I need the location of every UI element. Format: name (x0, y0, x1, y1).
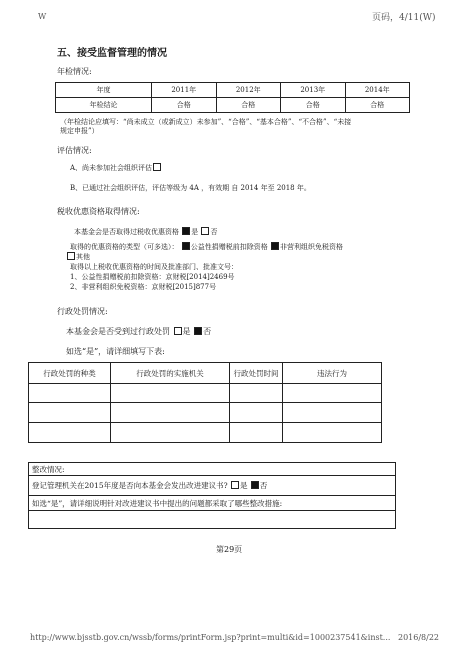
annual-inspection-table (55, 82, 410, 113)
table-cell (29, 384, 111, 403)
evaluation-option-a (70, 163, 162, 173)
tax-type3-line (66, 252, 90, 262)
footer-url: http://www.bjsstb.gov.cn/wssb/forms/printForm.jsp?print=multi&id=1000237541&inst... (30, 633, 391, 642)
checkbox-icon (153, 163, 161, 171)
table-cell: 2013年 (281, 83, 346, 98)
evaluation-option-b: B、已通过社会组织评估，评估等级为 4A ，有效期 自 2014 年至 2018 年。 (70, 184, 311, 192)
table-cell (29, 403, 111, 423)
tax-types-line (70, 242, 343, 252)
table-row (29, 403, 382, 423)
checkbox-icon (67, 252, 75, 260)
footer-date: 2016/8/22 (398, 633, 440, 642)
penalty-fill-hint: 如选“是”，请详细填写下表: (66, 347, 165, 356)
rectification-no-label: 否 (259, 481, 268, 490)
column-header: 行政处罚的种类 (29, 363, 111, 384)
table-row (29, 423, 382, 443)
table-cell: 合格 (152, 98, 217, 113)
table-cell: 2012年 (216, 83, 281, 98)
tax-list-intro: 取得以上税收优惠资格的时间及批准部门、批准文号： (70, 263, 238, 271)
table-cell: 2011年 (152, 83, 217, 98)
table-cell (283, 423, 382, 443)
checked-box-icon (182, 227, 190, 235)
table-cell (230, 384, 283, 403)
rectification-question-label: 登记管理机关在2015年度是否向本基金会发出改进建议书? (32, 481, 228, 490)
table-cell: 2014年 (345, 83, 410, 98)
penalty-question-label: 本基金会是否受到过行政处罚 (66, 327, 170, 336)
table-row (29, 476, 396, 496)
section-title: 五、接受监督管理的情况 (57, 48, 167, 59)
evaluation-heading: 评估情况: (57, 146, 92, 155)
checkbox-icon (201, 227, 209, 235)
checked-box-icon (271, 242, 279, 250)
inspection-note-line1: （年检结论应填写：“尚未成立（或新成立）未参加”、“合格”、“基本合格”、“不合格”、“未接 (60, 118, 352, 126)
rectification-detail-cell (29, 511, 396, 529)
table-cell (283, 403, 382, 423)
rectification-detail-hint: 如选“是”，请详细说明针对改进建议书中提出的问题都采取了哪些整改措施: (29, 496, 396, 511)
column-header: 违法行为 (283, 363, 382, 384)
rectification-table (28, 462, 396, 529)
table-cell (111, 403, 230, 423)
table-cell: 年度 (56, 83, 152, 98)
table-cell: 合格 (216, 98, 281, 113)
rectification-yes-label: 是 (240, 481, 248, 490)
table-row (56, 98, 410, 113)
table-header-row (29, 363, 382, 384)
penalty-heading: 行政处罚情况: (57, 307, 108, 316)
tax-type2-label: 非营利组织免税资格 (279, 243, 343, 251)
table-cell: 合格 (345, 98, 410, 113)
table-row (29, 511, 396, 529)
table-cell (29, 423, 111, 443)
tax-no-label: 否 (210, 228, 218, 236)
tax-item-2: 2、非营利组织免税资格：京财税[2015]877号 (70, 283, 217, 291)
penalty-yes-label: 是 (182, 327, 191, 336)
column-header: 行政处罚时间 (230, 363, 283, 384)
annual-inspection-heading: 年检情况: (57, 67, 92, 76)
table-row (56, 83, 410, 98)
page-number: 第29页 (216, 545, 243, 554)
penalty-no-label: 否 (203, 327, 212, 336)
checkbox-icon (174, 327, 182, 335)
table-cell: 年检结论 (56, 98, 152, 113)
rectification-heading: 整改情况: (29, 463, 396, 476)
header-mark: W (38, 12, 47, 21)
rectification-question-cell (29, 476, 396, 496)
table-cell (230, 423, 283, 443)
table-cell: 合格 (281, 98, 346, 113)
table-row (29, 463, 396, 476)
tax-yes-label: 是 (191, 228, 199, 236)
table-cell (230, 403, 283, 423)
tax-type3-label: 其他 (76, 253, 90, 261)
tax-heading: 税收优惠资格取得情况: (57, 207, 140, 216)
tax-type1-label: 公益性捐赠税前扣除资格 (190, 243, 268, 251)
checked-box-icon (251, 481, 259, 489)
tax-obtained-question (74, 227, 217, 237)
table-cell (283, 384, 382, 403)
page-info: 页码，4/11(W) (372, 13, 436, 23)
inspection-note-line2: 规定申报”） (60, 127, 99, 135)
checkbox-icon (231, 481, 239, 489)
tax-obtained-label: 本基金会是否取得过税收优惠资格 (74, 228, 179, 236)
table-row (29, 496, 396, 511)
column-header: 行政处罚的实施机关 (111, 363, 230, 384)
table-cell (111, 423, 230, 443)
checked-box-icon (182, 242, 190, 250)
tax-item-1: 1、公益性捐赠税前扣除资格：京财税[2014]2469号 (70, 273, 235, 281)
tax-types-label: 取得的优惠资格的类型（可多选）： (70, 243, 179, 251)
table-row (29, 384, 382, 403)
evaluation-option-a-label: A、尚未参加社会组织评估 (70, 164, 153, 172)
penalty-question (66, 326, 211, 337)
checked-box-icon (194, 327, 202, 335)
table-cell (111, 384, 230, 403)
penalty-table (28, 362, 382, 443)
